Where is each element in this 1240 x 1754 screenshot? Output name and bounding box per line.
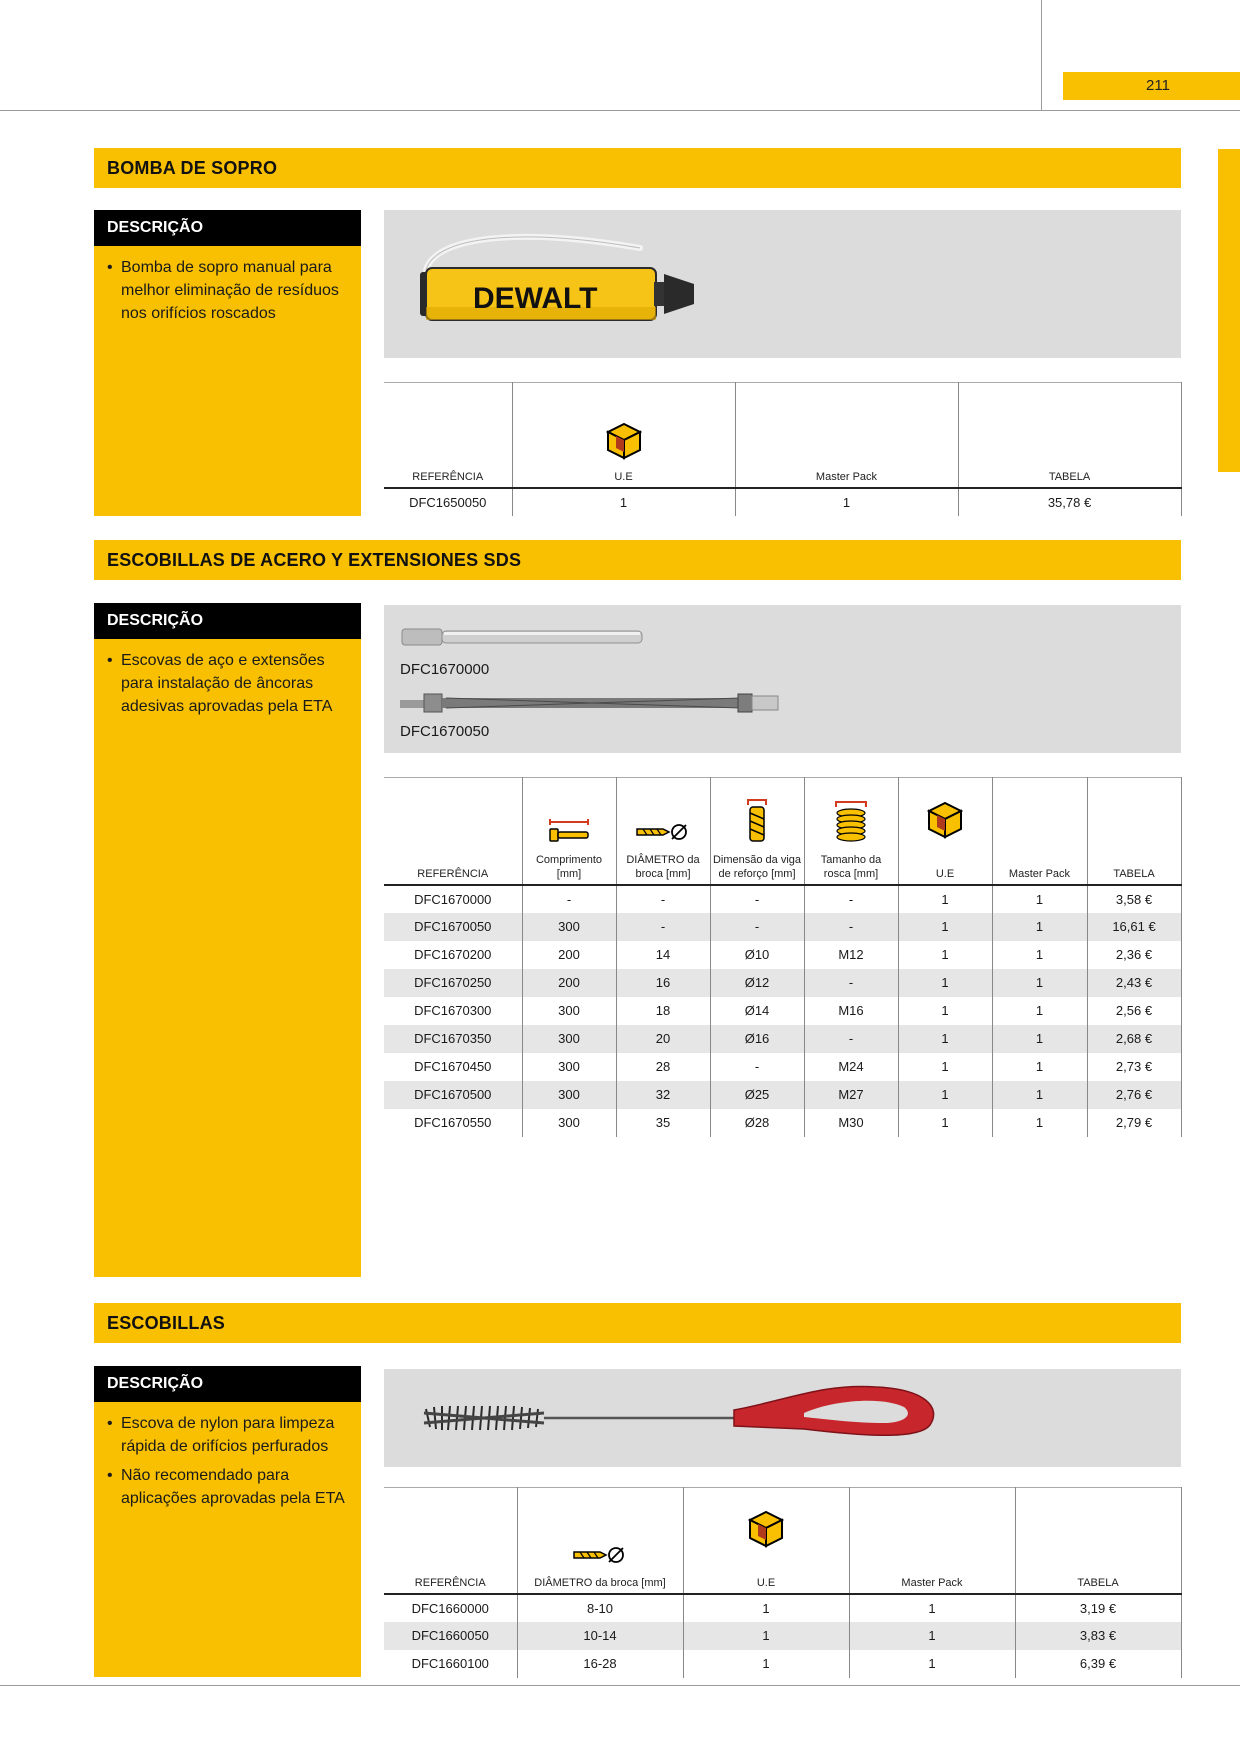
col-header-length: Comprimento [mm]: [522, 778, 616, 885]
col-header-reference: REFERÊNCIA: [417, 867, 489, 880]
table-cell: -: [710, 885, 804, 913]
table-row: [384, 1053, 1181, 1081]
table-row: [384, 1622, 1181, 1650]
col-header-master-pack: Master Pack: [849, 1488, 1015, 1594]
table-row: DFC1650050 1 1 35,78 €: [384, 488, 1181, 516]
table-cell: M30: [804, 1109, 898, 1137]
table-cell: 3,83 €: [1015, 1622, 1181, 1650]
col-header-master-pack: Master Pack: [992, 778, 1087, 885]
table-row: [384, 1025, 1181, 1053]
length-icon: [547, 815, 591, 843]
table-cell: 200: [522, 969, 616, 997]
table-row: [384, 997, 1181, 1025]
table-cell: -: [804, 1025, 898, 1053]
table-row: [384, 1109, 1181, 1137]
box-icon: [604, 422, 644, 460]
table-cell: DFC1660050: [384, 1622, 517, 1650]
col-header-drill-diameter: DIÂMETRO da broca [mm]: [616, 778, 710, 885]
section-title: ESCOBILLAS DE ACERO Y EXTENSIONES SDS: [107, 550, 522, 570]
description-bullet: • Bomba de sopro manual para melhor eliminação de resíduos nos orifícios roscados: [107, 256, 357, 325]
product-image-panel: [384, 605, 1181, 753]
table-cell: 1: [898, 969, 992, 997]
table-cell: DFC1670550: [414, 1115, 492, 1130]
table-cell: 2,56 €: [1087, 997, 1181, 1025]
table-cell: -: [804, 885, 898, 913]
table-cell: DFC1670250: [384, 969, 522, 997]
table-cell: 1: [898, 1081, 992, 1109]
table-cell: -: [710, 1053, 804, 1081]
drill-diameter-icon: [635, 821, 691, 843]
description-list: [107, 1412, 357, 1516]
col-header-reference: REFERÊNCIA: [414, 1576, 486, 1589]
table-cell: 1: [992, 885, 1087, 913]
description-heading: DESCRIÇÃO: [94, 1366, 361, 1402]
section-title-bar: [94, 1303, 1181, 1343]
table-cell: M16: [804, 997, 898, 1025]
table-cell: 300: [522, 997, 616, 1025]
header-divider: [0, 110, 1240, 111]
table-cell: 300: [522, 1025, 616, 1053]
table-cell: Ø14: [710, 997, 804, 1025]
table-cell: 1: [683, 1594, 849, 1622]
table-cell: 1: [992, 1109, 1087, 1137]
description-heading: DESCRIÇÃO: [94, 210, 361, 246]
description-bullet: • Não recomendado para aplicações aprovadas pela ETA: [107, 1464, 357, 1510]
table-cell: 1: [992, 913, 1087, 941]
col-header-drill-diameter: DIÂMETRO da broca [mm]: [517, 1488, 683, 1594]
table-cell: 1: [992, 941, 1087, 969]
table-cell: 1: [898, 1109, 992, 1137]
product-table: [384, 1487, 1182, 1678]
table-cell: -: [804, 913, 898, 941]
col-header-price: TABELA: [958, 383, 1181, 488]
table-cell: 1: [849, 1594, 1015, 1622]
box-icon: [925, 801, 965, 839]
table-cell: 1: [849, 1650, 1015, 1678]
section-title: BOMBA DE SOPRO: [107, 158, 278, 178]
table-cell: 300: [522, 1053, 616, 1081]
table-cell: 2,76 €: [1087, 1081, 1181, 1109]
table-cell: DFC1670300: [414, 1003, 492, 1018]
description-panel: [94, 210, 361, 516]
description-heading: DESCRIÇÃO: [94, 603, 361, 639]
table-row: [384, 1594, 1181, 1622]
table-cell: 16: [616, 969, 710, 997]
col-header-rebar: Dimensão da viga de reforço [mm]: [710, 778, 804, 885]
product-table: [384, 777, 1182, 1137]
table-cell: Ø12: [710, 969, 804, 997]
table-cell: 1: [992, 1053, 1087, 1081]
header-divider-vertical: [1041, 0, 1042, 111]
table-cell: 1: [898, 885, 992, 913]
thread-icon: [833, 801, 869, 843]
col-header-price: TABELA: [1015, 1488, 1181, 1594]
table-cell: 2,73 €: [1087, 1053, 1181, 1081]
table-cell: Ø25: [710, 1081, 804, 1109]
table-cell: 3,19 €: [1015, 1594, 1181, 1622]
steel-brush-image: [384, 605, 1181, 753]
table-cell: 1: [992, 1081, 1087, 1109]
table-row: [384, 941, 1181, 969]
drill-diameter-icon: [572, 1544, 628, 1566]
description-bullet: • Escovas de aço e extensões para instalação de âncoras adesivas aprovadas pela ETA: [107, 649, 357, 718]
table-cell: -: [616, 913, 710, 941]
col-header-reference: REFERÊNCIA: [412, 470, 484, 483]
table-cell: Ø16: [710, 1025, 804, 1053]
table-cell: 16,61 €: [1087, 913, 1181, 941]
table-cell: 18: [616, 997, 710, 1025]
table-row: [384, 969, 1181, 997]
table-cell: M27: [804, 1081, 898, 1109]
col-header-unit: U.E: [512, 383, 735, 488]
table-cell: M12: [804, 941, 898, 969]
table-cell: 1: [683, 1622, 849, 1650]
table-cell: 28: [616, 1053, 710, 1081]
table-cell: DFC1670200: [414, 947, 492, 962]
table-cell: DFC1660000: [411, 1600, 489, 1616]
box-icon: [746, 1510, 786, 1548]
description-panel: [94, 1366, 361, 1677]
col-header-thread: Tamanho da rosca [mm]: [804, 778, 898, 885]
description-bullet: • Escova de nylon para limpeza rápida de orifícios perfurados: [107, 1412, 357, 1458]
table-row: [384, 885, 1181, 913]
table-cell: DFC1670450: [414, 1059, 492, 1074]
image-caption: DFC1670000: [400, 661, 490, 678]
product-table: [384, 382, 1182, 516]
table-cell: -: [710, 913, 804, 941]
table-cell: 2,79 €: [1087, 1109, 1181, 1137]
col-header-price: TABELA: [1087, 778, 1181, 885]
page-number: 211: [1146, 77, 1170, 94]
table-row: [384, 1650, 1181, 1678]
table-cell: 2,43 €: [1087, 969, 1181, 997]
footer-divider: [0, 1685, 1240, 1686]
section-title-bar: [94, 148, 1181, 188]
table-cell: 16-28: [517, 1650, 683, 1678]
table-cell: 300: [522, 1109, 616, 1137]
blow-pump-image: [384, 210, 1181, 358]
product-image-panel: [384, 1369, 1181, 1467]
table-cell: 1: [683, 1650, 849, 1678]
col-header-master-pack: Master Pack: [735, 383, 958, 488]
side-thumb-tab: [1218, 149, 1240, 472]
col-header-unit: U.E: [898, 778, 992, 885]
table-cell: 2,36 €: [1087, 941, 1181, 969]
col-header-unit: U.E: [683, 1488, 849, 1594]
table-cell: 300: [522, 1081, 616, 1109]
rebar-icon: [745, 799, 769, 843]
nylon-brush-image: [384, 1369, 1181, 1467]
section-title-bar: [94, 540, 1181, 580]
section-title: ESCOBILLAS: [107, 1313, 226, 1333]
table-cell: 14: [616, 941, 710, 969]
table-cell: 1: [992, 1025, 1087, 1053]
table-cell: 1: [898, 997, 992, 1025]
table-cell: DFC1660100: [411, 1656, 489, 1671]
table-cell: -: [522, 885, 616, 913]
table-cell: -: [616, 885, 710, 913]
table-cell: -: [804, 969, 898, 997]
table-cell: 32: [616, 1081, 710, 1109]
table-cell: 300: [522, 913, 616, 941]
table-row: [384, 1081, 1181, 1109]
table-cell: 35: [616, 1109, 710, 1137]
description-list: [107, 256, 357, 331]
table-cell: 1: [898, 941, 992, 969]
table-cell: M24: [804, 1053, 898, 1081]
table-cell: 1: [898, 913, 992, 941]
dewalt-logo: DEWALT: [473, 282, 598, 315]
table-cell: 10-14: [517, 1622, 683, 1650]
image-caption: DFC1670050: [400, 723, 490, 740]
table-cell: 3,58 €: [1087, 885, 1181, 913]
table-cell: 1: [898, 1053, 992, 1081]
description-list: [107, 649, 357, 724]
table-cell: 2,68 €: [1087, 1025, 1181, 1053]
table-cell: 1: [992, 969, 1087, 997]
table-cell: DFC1670350: [384, 1025, 522, 1053]
table-cell: 20: [616, 1025, 710, 1053]
product-image-panel: [384, 210, 1181, 358]
table-row: [384, 913, 1181, 941]
table-cell: Ø28: [710, 1109, 804, 1137]
table-cell: DFC1670050: [384, 913, 522, 941]
table-cell: 1: [992, 997, 1087, 1025]
table-cell: DFC1670000: [414, 891, 492, 907]
table-cell: Ø10: [710, 941, 804, 969]
table-cell: 6,39 €: [1015, 1650, 1181, 1678]
table-cell: DFC1670500: [384, 1081, 522, 1109]
table-cell: 200: [522, 941, 616, 969]
table-cell: 1: [898, 1025, 992, 1053]
table-cell: 1: [849, 1622, 1015, 1650]
description-panel: [94, 603, 361, 1277]
table-cell: 8-10: [517, 1594, 683, 1622]
